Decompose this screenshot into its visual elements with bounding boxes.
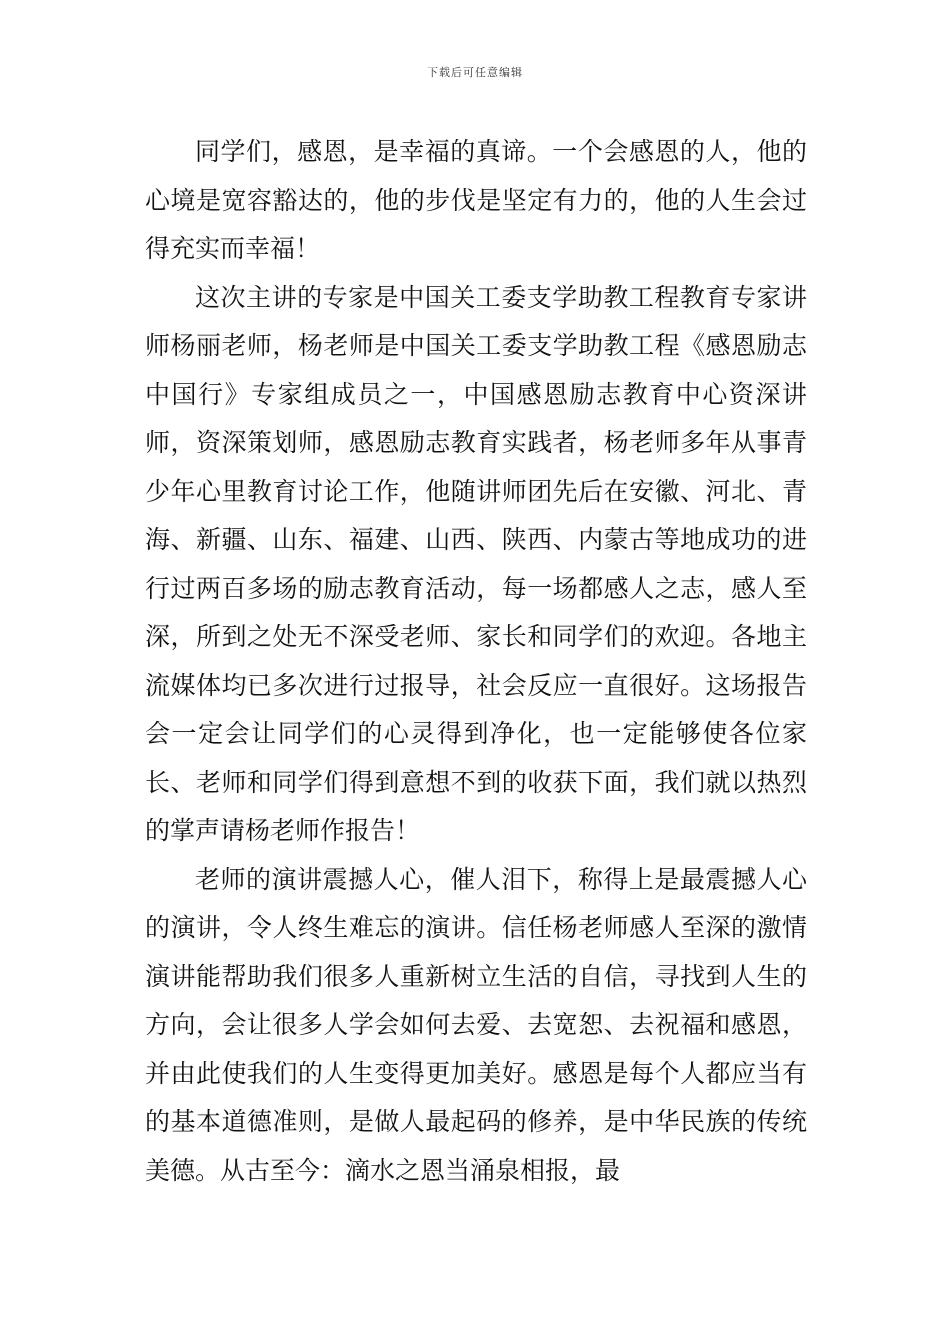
document-body	[145, 128, 807, 1195]
paragraph-3: 老师的演讲震撼人心，催人泪下，称得上是最震撼人心的演讲，令人终生难忘的演讲。信任杨老师感人至深的激情演讲能帮助我们很多人重新树立生活的自信，寻找到人生的方向，会让很多人学会如何去爱、去宽恕、去祝福和感恩，并由此使我们的人生变得更加美好。感恩是每个人都应当有的基本道德准则，是做人最起码的修养，是中华民族的传统美德。从古至今：滴水之恩当涌泉相报，最	[145, 864, 807, 1185]
paragraph-1: 同学们，感恩，是幸福的真谛。一个会感恩的人，他的心境是宽容豁达的，他的步伐是坚定有力的，他的人生会过得充实而幸福！	[145, 137, 807, 263]
page-header: 下载后可任意编辑	[427, 66, 523, 79]
paragraph-2: 这次主讲的专家是中国关工委支学助教工程教育专家讲师杨丽老师，杨老师是中国关工委支学助教工程《感恩励志中国行》专家组成员之一，中国感恩励志教育中心资深讲师，资深策划师，感恩励志教育实践者，杨老师多年从事青少年心里教育讨论工作，他随讲师团先后在安徽、河北、青海、新疆、山东、福建、山西、陕西、内蒙古等地成功的进行过两百多场的励志教育活动，每一场都感人之志，感人至深，所到之处无不深受老师、家长和同学们的欢迎。各地主流媒体均已多次进行过报导，社会反应一直很好。这场报告会一定会让同学们的心灵得到净化，也一定能够使各位家长、老师和同学们得到意想不到的收获下面，我们就以热烈的掌声请杨老师作报告！	[145, 282, 807, 845]
